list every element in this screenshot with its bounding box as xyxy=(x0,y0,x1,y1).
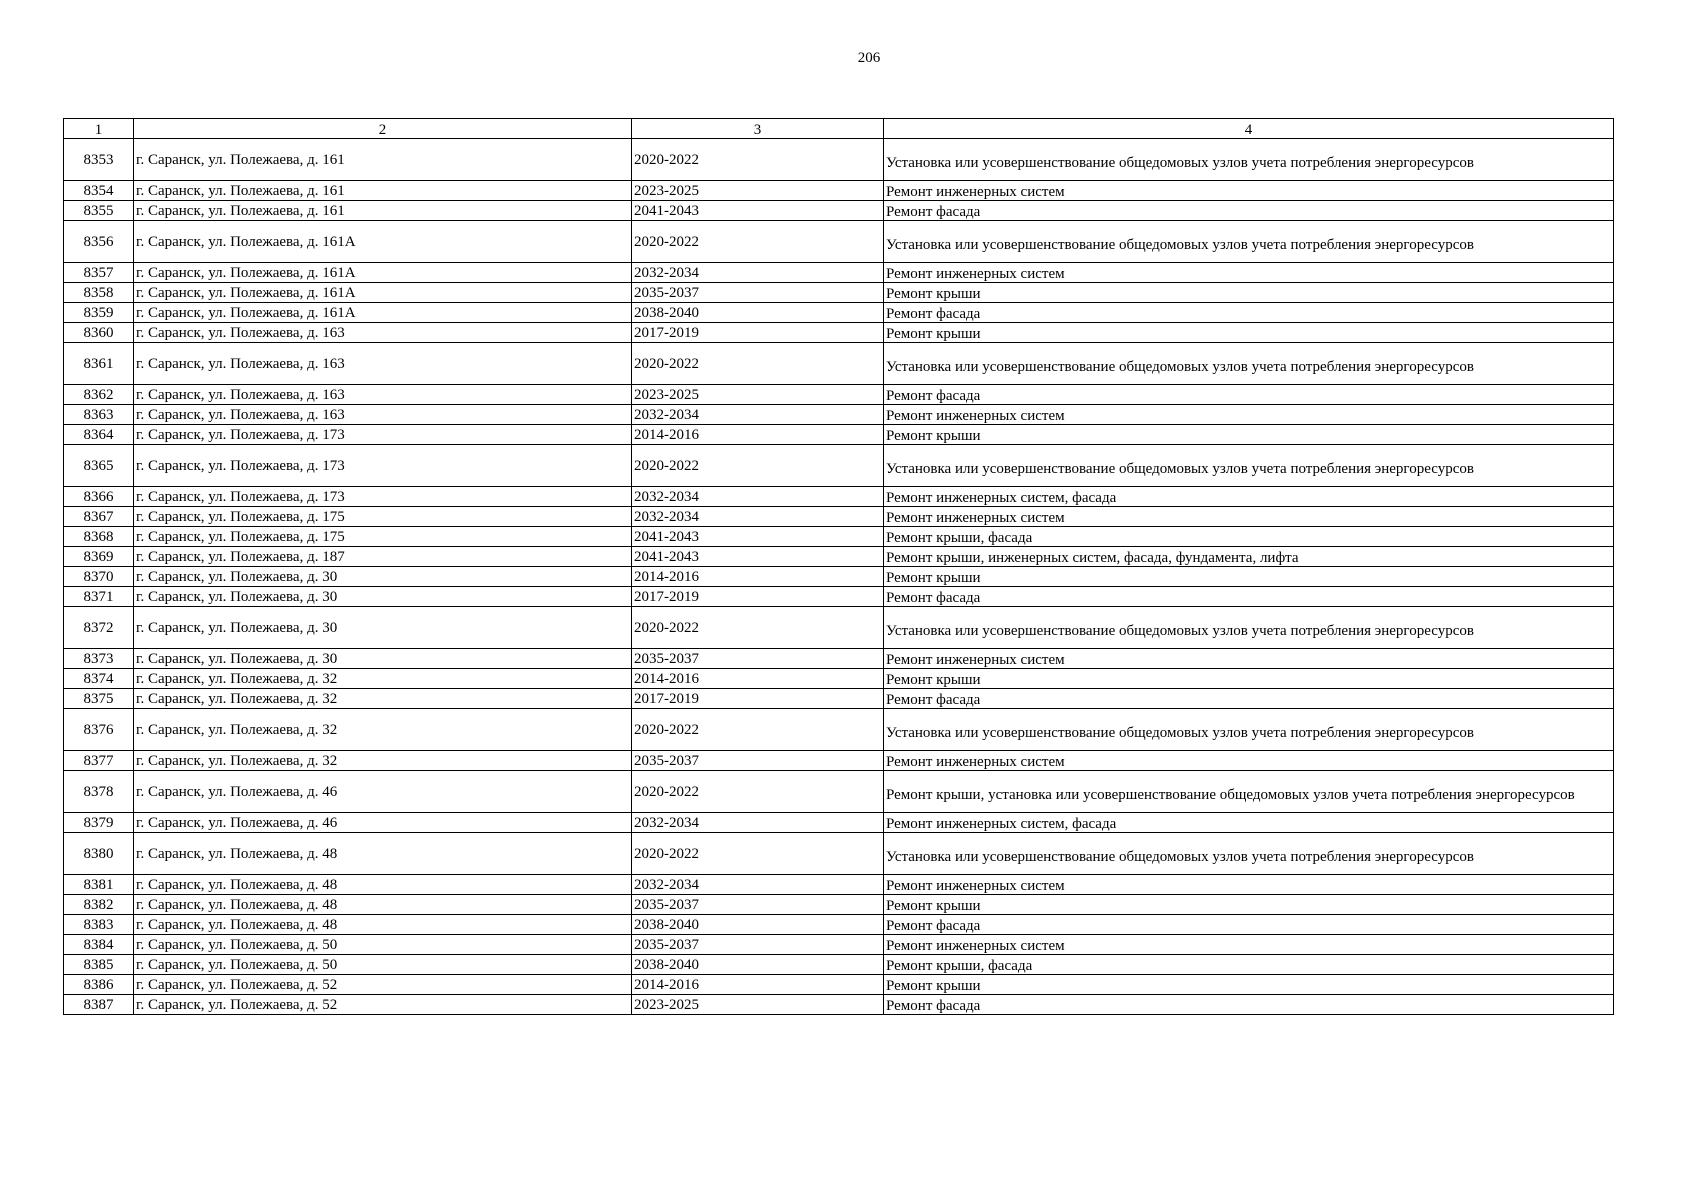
address-cell: г. Саранск, ул. Полежаева, д. 161А xyxy=(134,283,632,303)
table-row xyxy=(64,995,1614,1015)
column-header-work: 4 xyxy=(884,119,1614,139)
period-cell: 2035-2037 xyxy=(632,751,884,771)
period-cell: 2020-2022 xyxy=(632,221,884,263)
work-type-cell: Ремонт крыши xyxy=(884,669,1614,689)
page-number: 206 xyxy=(857,50,881,66)
work-type-cell: Установка или усовершенствование общедомовых узлов учета потребления энергоресурсов xyxy=(884,445,1614,487)
row-number-cell: 8376 xyxy=(64,709,134,751)
row-number-cell: 8387 xyxy=(64,995,134,1015)
address-cell: г. Саранск, ул. Полежаева, д. 50 xyxy=(134,935,632,955)
table-row xyxy=(64,263,1614,283)
table-row xyxy=(64,649,1614,669)
period-cell: 2032-2034 xyxy=(632,487,884,507)
address-cell: г. Саранск, ул. Полежаева, д. 173 xyxy=(134,425,632,445)
work-type-cell: Установка или усовершенствование общедомовых узлов учета потребления энергоресурсов xyxy=(884,139,1614,181)
table-row xyxy=(64,181,1614,201)
row-number-cell: 8370 xyxy=(64,567,134,587)
address-cell: г. Саранск, ул. Полежаева, д. 173 xyxy=(134,487,632,507)
address-cell: г. Саранск, ул. Полежаева, д. 48 xyxy=(134,833,632,875)
period-cell: 2041-2043 xyxy=(632,547,884,567)
work-type-cell: Ремонт фасада xyxy=(884,587,1614,607)
address-cell: г. Саранск, ул. Полежаева, д. 32 xyxy=(134,751,632,771)
work-type-cell: Ремонт инженерных систем xyxy=(884,507,1614,527)
work-type-cell: Ремонт крыши xyxy=(884,895,1614,915)
period-cell: 2041-2043 xyxy=(632,527,884,547)
period-cell: 2038-2040 xyxy=(632,303,884,323)
period-cell: 2038-2040 xyxy=(632,915,884,935)
address-cell: г. Саранск, ул. Полежаева, д. 161А xyxy=(134,303,632,323)
period-cell: 2020-2022 xyxy=(632,139,884,181)
table-row xyxy=(64,689,1614,709)
row-number-cell: 8354 xyxy=(64,181,134,201)
row-number-cell: 8366 xyxy=(64,487,134,507)
work-type-cell: Ремонт фасада xyxy=(884,689,1614,709)
row-number-cell: 8368 xyxy=(64,527,134,547)
row-number-cell: 8363 xyxy=(64,405,134,425)
period-cell: 2014-2016 xyxy=(632,669,884,689)
table-row xyxy=(64,975,1614,995)
period-cell: 2035-2037 xyxy=(632,283,884,303)
table-row xyxy=(64,201,1614,221)
work-type-cell: Ремонт инженерных систем xyxy=(884,181,1614,201)
row-number-cell: 8356 xyxy=(64,221,134,263)
address-cell: г. Саранск, ул. Полежаева, д. 161 xyxy=(134,201,632,221)
address-cell: г. Саранск, ул. Полежаева, д. 163 xyxy=(134,323,632,343)
period-cell: 2032-2034 xyxy=(632,813,884,833)
table-row xyxy=(64,343,1614,385)
address-cell: г. Саранск, ул. Полежаева, д. 32 xyxy=(134,709,632,751)
table-row xyxy=(64,935,1614,955)
table-row xyxy=(64,487,1614,507)
table-row xyxy=(64,895,1614,915)
row-number-cell: 8371 xyxy=(64,587,134,607)
address-cell: г. Саранск, ул. Полежаева, д. 48 xyxy=(134,895,632,915)
address-cell: г. Саранск, ул. Полежаева, д. 48 xyxy=(134,915,632,935)
row-number-cell: 8372 xyxy=(64,607,134,649)
work-type-cell: Ремонт фасада xyxy=(884,995,1614,1015)
table-header-row xyxy=(64,119,1614,139)
table-row xyxy=(64,669,1614,689)
address-cell: г. Саранск, ул. Полежаева, д. 163 xyxy=(134,385,632,405)
table-row xyxy=(64,875,1614,895)
work-type-cell: Установка или усовершенствование общедомовых узлов учета потребления энергоресурсов xyxy=(884,833,1614,875)
work-type-cell: Установка или усовершенствование общедомовых узлов учета потребления энергоресурсов xyxy=(884,221,1614,263)
period-cell: 2017-2019 xyxy=(632,689,884,709)
table-row xyxy=(64,547,1614,567)
address-cell: г. Саранск, ул. Полежаева, д. 48 xyxy=(134,875,632,895)
address-cell: г. Саранск, ул. Полежаева, д. 46 xyxy=(134,813,632,833)
row-number-cell: 8380 xyxy=(64,833,134,875)
row-number-cell: 8385 xyxy=(64,955,134,975)
address-cell: г. Саранск, ул. Полежаева, д. 161 xyxy=(134,139,632,181)
table-body xyxy=(64,139,1614,1015)
column-header-number: 1 xyxy=(64,119,134,139)
period-cell: 2014-2016 xyxy=(632,975,884,995)
table-row xyxy=(64,283,1614,303)
work-type-cell: Ремонт инженерных систем, фасада xyxy=(884,487,1614,507)
work-type-cell: Ремонт фасада xyxy=(884,303,1614,323)
row-number-cell: 8382 xyxy=(64,895,134,915)
address-cell: г. Саранск, ул. Полежаева, д. 161А xyxy=(134,263,632,283)
repair-schedule-table xyxy=(63,118,1614,1015)
table-row xyxy=(64,607,1614,649)
table-row xyxy=(64,955,1614,975)
row-number-cell: 8374 xyxy=(64,669,134,689)
address-cell: г. Саранск, ул. Полежаева, д. 52 xyxy=(134,995,632,1015)
work-type-cell: Установка или усовершенствование общедомовых узлов учета потребления энергоресурсов xyxy=(884,607,1614,649)
work-type-cell: Ремонт инженерных систем, фасада xyxy=(884,813,1614,833)
work-type-cell: Ремонт фасада xyxy=(884,915,1614,935)
period-cell: 2023-2025 xyxy=(632,181,884,201)
address-cell: г. Саранск, ул. Полежаева, д. 161 xyxy=(134,181,632,201)
table-row xyxy=(64,771,1614,813)
row-number-cell: 8383 xyxy=(64,915,134,935)
row-number-cell: 8364 xyxy=(64,425,134,445)
work-type-cell: Ремонт крыши, фасада xyxy=(884,955,1614,975)
work-type-cell: Ремонт крыши xyxy=(884,975,1614,995)
period-cell: 2035-2037 xyxy=(632,649,884,669)
row-number-cell: 8365 xyxy=(64,445,134,487)
row-number-cell: 8377 xyxy=(64,751,134,771)
address-cell: г. Саранск, ул. Полежаева, д. 30 xyxy=(134,649,632,669)
work-type-cell: Ремонт крыши, инженерных систем, фасада, фундамента, лифта xyxy=(884,547,1614,567)
period-cell: 2020-2022 xyxy=(632,833,884,875)
table-row xyxy=(64,915,1614,935)
table-row xyxy=(64,751,1614,771)
address-cell: г. Саранск, ул. Полежаева, д. 52 xyxy=(134,975,632,995)
address-cell: г. Саранск, ул. Полежаева, д. 32 xyxy=(134,669,632,689)
work-type-cell: Ремонт инженерных систем xyxy=(884,935,1614,955)
row-number-cell: 8379 xyxy=(64,813,134,833)
table-row xyxy=(64,813,1614,833)
period-cell: 2017-2019 xyxy=(632,323,884,343)
table-row xyxy=(64,445,1614,487)
work-type-cell: Ремонт крыши, установка или усовершенствование общедомовых узлов учета потребления энергоресурсов xyxy=(884,771,1614,813)
row-number-cell: 8361 xyxy=(64,343,134,385)
row-number-cell: 8375 xyxy=(64,689,134,709)
table-row xyxy=(64,139,1614,181)
table-row xyxy=(64,323,1614,343)
row-number-cell: 8381 xyxy=(64,875,134,895)
column-header-address: 2 xyxy=(134,119,632,139)
row-number-cell: 8386 xyxy=(64,975,134,995)
work-type-cell: Ремонт фасада xyxy=(884,385,1614,405)
period-cell: 2017-2019 xyxy=(632,587,884,607)
table-row xyxy=(64,221,1614,263)
address-cell: г. Саранск, ул. Полежаева, д. 50 xyxy=(134,955,632,975)
table-row xyxy=(64,527,1614,547)
work-type-cell: Ремонт крыши xyxy=(884,567,1614,587)
row-number-cell: 8378 xyxy=(64,771,134,813)
period-cell: 2023-2025 xyxy=(632,995,884,1015)
row-number-cell: 8355 xyxy=(64,201,134,221)
work-type-cell: Ремонт инженерных систем xyxy=(884,751,1614,771)
period-cell: 2020-2022 xyxy=(632,771,884,813)
work-type-cell: Ремонт крыши xyxy=(884,323,1614,343)
work-type-cell: Ремонт крыши xyxy=(884,425,1614,445)
work-type-cell: Ремонт крыши xyxy=(884,283,1614,303)
table-row xyxy=(64,405,1614,425)
period-cell: 2035-2037 xyxy=(632,935,884,955)
period-cell: 2032-2034 xyxy=(632,507,884,527)
table-row xyxy=(64,833,1614,875)
address-cell: г. Саранск, ул. Полежаева, д. 187 xyxy=(134,547,632,567)
period-cell: 2038-2040 xyxy=(632,955,884,975)
address-cell: г. Саранск, ул. Полежаева, д. 46 xyxy=(134,771,632,813)
address-cell: г. Саранск, ул. Полежаева, д. 32 xyxy=(134,689,632,709)
address-cell: г. Саранск, ул. Полежаева, д. 161А xyxy=(134,221,632,263)
work-type-cell: Ремонт инженерных систем xyxy=(884,405,1614,425)
row-number-cell: 8373 xyxy=(64,649,134,669)
period-cell: 2032-2034 xyxy=(632,875,884,895)
period-cell: 2023-2025 xyxy=(632,385,884,405)
work-type-cell: Ремонт инженерных систем xyxy=(884,263,1614,283)
row-number-cell: 8358 xyxy=(64,283,134,303)
row-number-cell: 8384 xyxy=(64,935,134,955)
row-number-cell: 8359 xyxy=(64,303,134,323)
table-row xyxy=(64,709,1614,751)
row-number-cell: 8353 xyxy=(64,139,134,181)
row-number-cell: 8367 xyxy=(64,507,134,527)
period-cell: 2041-2043 xyxy=(632,201,884,221)
period-cell: 2032-2034 xyxy=(632,263,884,283)
period-cell: 2014-2016 xyxy=(632,425,884,445)
period-cell: 2020-2022 xyxy=(632,445,884,487)
table-row xyxy=(64,587,1614,607)
row-number-cell: 8357 xyxy=(64,263,134,283)
period-cell: 2032-2034 xyxy=(632,405,884,425)
work-type-cell: Ремонт инженерных систем xyxy=(884,875,1614,895)
address-cell: г. Саранск, ул. Полежаева, д. 163 xyxy=(134,405,632,425)
address-cell: г. Саранск, ул. Полежаева, д. 175 xyxy=(134,527,632,547)
work-type-cell: Ремонт фасада xyxy=(884,201,1614,221)
row-number-cell: 8369 xyxy=(64,547,134,567)
period-cell: 2035-2037 xyxy=(632,895,884,915)
row-number-cell: 8362 xyxy=(64,385,134,405)
period-cell: 2020-2022 xyxy=(632,343,884,385)
work-type-cell: Ремонт крыши, фасада xyxy=(884,527,1614,547)
address-cell: г. Саранск, ул. Полежаева, д. 30 xyxy=(134,587,632,607)
address-cell: г. Саранск, ул. Полежаева, д. 30 xyxy=(134,607,632,649)
period-cell: 2020-2022 xyxy=(632,607,884,649)
row-number-cell: 8360 xyxy=(64,323,134,343)
period-cell: 2014-2016 xyxy=(632,567,884,587)
table-row xyxy=(64,303,1614,323)
address-cell: г. Саранск, ул. Полежаева, д. 163 xyxy=(134,343,632,385)
address-cell: г. Саранск, ул. Полежаева, д. 173 xyxy=(134,445,632,487)
table-row xyxy=(64,385,1614,405)
table-row xyxy=(64,425,1614,445)
address-cell: г. Саранск, ул. Полежаева, д. 30 xyxy=(134,567,632,587)
work-type-cell: Установка или усовершенствование общедомовых узлов учета потребления энергоресурсов xyxy=(884,709,1614,751)
work-type-cell: Ремонт инженерных систем xyxy=(884,649,1614,669)
table-row xyxy=(64,507,1614,527)
address-cell: г. Саранск, ул. Полежаева, д. 175 xyxy=(134,507,632,527)
column-header-period: 3 xyxy=(632,119,884,139)
table-row xyxy=(64,567,1614,587)
period-cell: 2020-2022 xyxy=(632,709,884,751)
work-type-cell: Установка или усовершенствование общедомовых узлов учета потребления энергоресурсов xyxy=(884,343,1614,385)
